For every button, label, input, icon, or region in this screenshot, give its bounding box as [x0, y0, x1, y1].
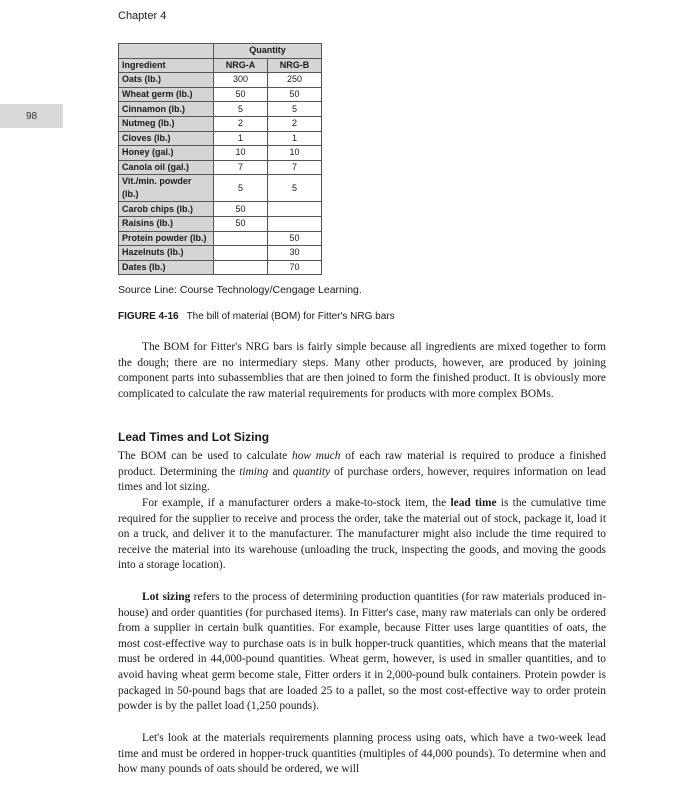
table-header-row — [119, 58, 322, 73]
figure-label: FIGURE 4-16 — [118, 311, 179, 322]
nrg-b-cell: 70 — [268, 260, 322, 275]
table-row — [119, 202, 322, 217]
ingredient-cell: Hazelnuts (lb.) — [119, 246, 214, 261]
quantity-group-header: Quantity — [214, 44, 322, 59]
column-header-nrg-b: NRG-B — [268, 58, 322, 73]
ingredient-cell: Carob chips (lb.) — [119, 202, 214, 217]
nrg-b-cell: 50 — [268, 87, 322, 102]
table-row — [119, 160, 322, 175]
ingredient-cell: Dates (lb.) — [119, 260, 214, 275]
figure-caption — [118, 311, 395, 322]
nrg-b-cell: 7 — [268, 160, 322, 175]
table-row — [119, 73, 322, 88]
table-row — [119, 116, 322, 131]
nrg-a-cell: 7 — [214, 160, 268, 175]
figure-caption-text: The bill of material (BOM) for Fitter's NRG bars — [186, 311, 395, 322]
table-row — [119, 87, 322, 102]
table-group-header-row — [119, 44, 322, 59]
nrg-a-cell: 50 — [214, 216, 268, 231]
ingredient-cell: Cloves (lb.) — [119, 131, 214, 146]
nrg-b-cell: 50 — [268, 231, 322, 246]
table-row — [119, 175, 322, 202]
ingredient-cell: Raisins (lb.) — [119, 216, 214, 231]
ingredient-cell: Oats (lb.) — [119, 73, 214, 88]
nrg-a-cell: 50 — [214, 87, 268, 102]
nrg-a-cell: 5 — [214, 175, 268, 202]
text-run: of each raw material is required to produce a finished product. Determining the — [118, 450, 607, 478]
body-paragraph-lot-sizing — [118, 590, 606, 715]
nrg-a-cell — [214, 231, 268, 246]
text-run: and — [268, 465, 293, 478]
nrg-a-cell: 50 — [214, 202, 268, 217]
chapter-header: Chapter 4 — [118, 10, 167, 22]
term-lead-time: lead time — [450, 497, 497, 509]
text-run: The BOM can be used to calculate — [118, 450, 292, 462]
nrg-b-cell: 1 — [268, 131, 322, 146]
body-paragraph-bom: The BOM for Fitter's NRG bars is fairly simple because all ingredients are mixed together to form the dough; there are no intermediary steps. Many other products, however, are produced by joining component parts into subassemblies that are then joined to form the finished product. It is obviously more complicated to calculate the raw material requirements for products with more complex BOMs. — [118, 341, 606, 400]
table-row — [119, 131, 322, 146]
table-row — [119, 260, 322, 275]
nrg-a-cell — [214, 246, 268, 261]
page-number: 98 — [0, 104, 63, 128]
text-run: is the cumulative time required for the supplier to receive and process the order, take the material out of stock, package it, load it on a truck, and deliver it to the manufacturer. The manufacturer might also include the time required to receive the material into its warehouse (unloading the truck, inspecting the goods, and moving the goods into a storage location). — [118, 497, 606, 572]
nrg-b-cell: 2 — [268, 116, 322, 131]
ingredient-cell: Cinnamon (lb.) — [119, 102, 214, 117]
body-paragraph-lead-time — [118, 496, 606, 574]
nrg-a-cell: 10 — [214, 146, 268, 161]
table-row — [119, 231, 322, 246]
body-paragraph-lead-times — [118, 449, 606, 496]
ingredient-cell: Canola oil (gal.) — [119, 160, 214, 175]
ingredient-cell: Honey (gal.) — [119, 146, 214, 161]
emphasis-text: timing — [239, 465, 269, 478]
nrg-b-cell: 30 — [268, 246, 322, 261]
table-corner-cell — [119, 44, 214, 59]
nrg-b-cell — [268, 216, 322, 231]
ingredient-cell: Nutmeg (lb.) — [119, 116, 214, 131]
ingredient-cell: Wheat germ (lb.) — [119, 87, 214, 102]
body-paragraph-mrp: Let's look at the materials requirements planning process using oats, which have a two-week lead time and must be ordered in hopper-truck quantities (multiples of 44,000 pounds). To determine when and how many pounds of oats should be ordered, we will — [118, 732, 606, 776]
section-heading: Lead Times and Lot Sizing — [118, 430, 270, 444]
term-lot-sizing: Lot sizing — [142, 591, 191, 603]
table-row — [119, 246, 322, 261]
emphasis-text: how much — [292, 450, 341, 462]
text-run: refers to the process of determining production quantities (for raw materials produced in-house) and order quantities (for purchased items). In Fitter's case, many raw materials can only be ordered from a supplier in certain bulk quantities. For example, because Fitter uses large quantities of oats, the most cost-effective way to purchase oats is in bulk hopper-truck quantities, which means that the material must be ordered in 44,000-pound quantities. Wheat germ, however, is used in smaller quantities, and to avoid having wheat germ become stale, Fitter orders it in 2,000-pound bulk containers. Protein powder is packaged in 50-pound bags that are loaded 25 to a pallet, so the most cost-effective way to order protein powder is by the pallet load (1,250 pounds). — [118, 591, 606, 713]
bom-table — [118, 43, 322, 275]
nrg-a-cell: 5 — [214, 102, 268, 117]
table-row — [119, 146, 322, 161]
nrg-b-cell — [268, 202, 322, 217]
nrg-a-cell: 1 — [214, 131, 268, 146]
source-line: Source Line: Course Technology/Cengage Learning. — [118, 284, 362, 296]
emphasis-text: quantity — [292, 465, 331, 478]
table-row — [119, 102, 322, 117]
column-header-nrg-a: NRG-A — [214, 58, 268, 73]
nrg-b-cell: 5 — [268, 102, 322, 117]
ingredient-cell: Protein powder (lb.) — [119, 231, 214, 246]
column-header-ingredient: Ingredient — [119, 58, 214, 73]
nrg-a-cell: 300 — [214, 73, 268, 88]
ingredient-cell: Vit./min. powder (lb.) — [119, 175, 214, 202]
nrg-a-cell — [214, 260, 268, 275]
nrg-a-cell: 2 — [214, 116, 268, 131]
text-run: For example, if a manufacturer orders a make-to-stock item, the — [142, 497, 451, 509]
nrg-b-cell: 250 — [268, 73, 322, 88]
text-run: of purchase orders, however, requires information on lead times and lot sizing. — [118, 465, 606, 494]
table-row — [119, 216, 322, 231]
nrg-b-cell: 5 — [268, 175, 322, 202]
nrg-b-cell: 10 — [268, 146, 322, 161]
